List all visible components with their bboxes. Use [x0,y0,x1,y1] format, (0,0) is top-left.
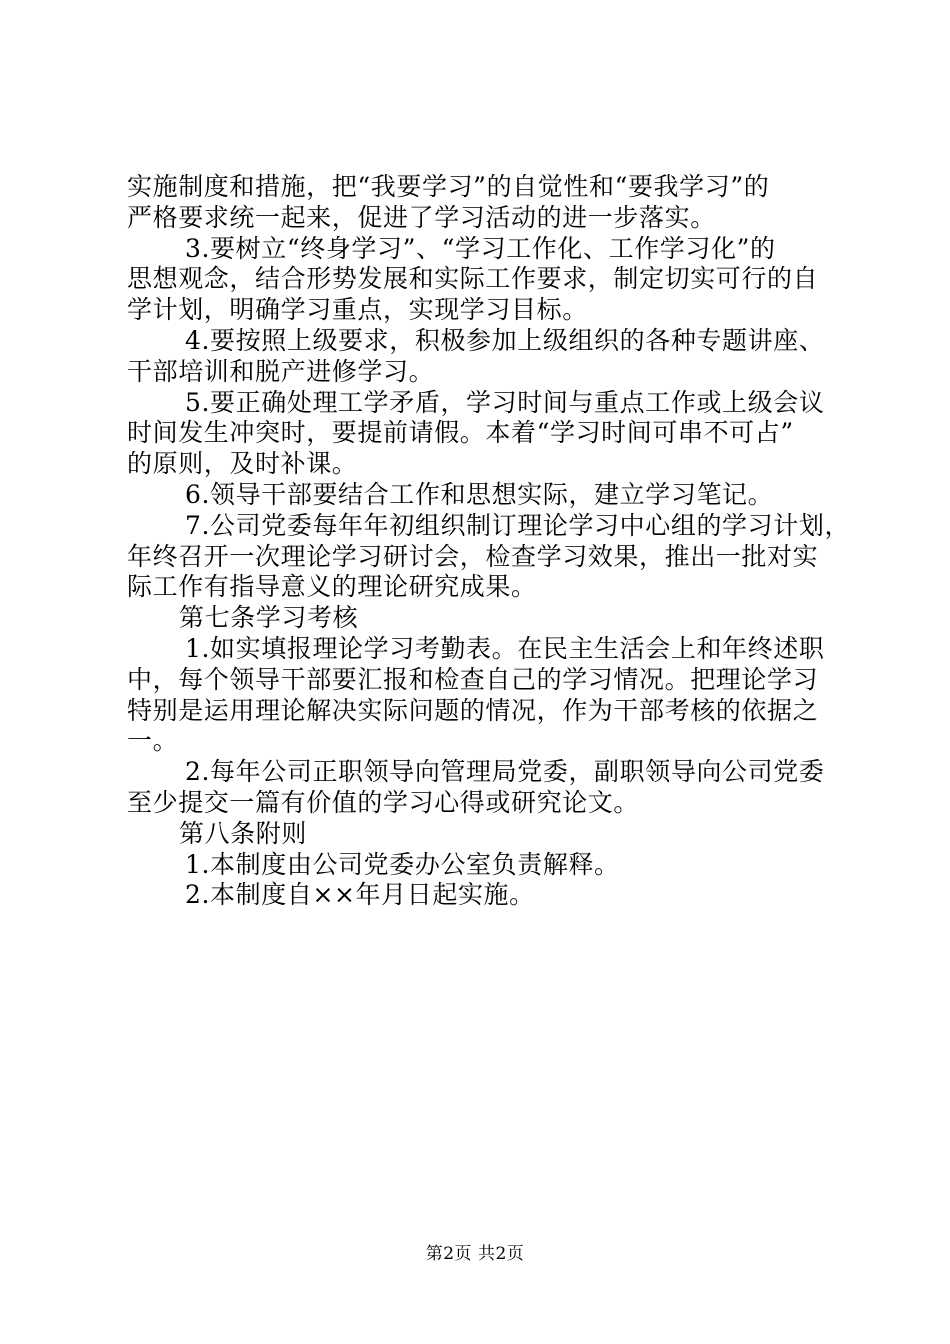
list-item-5: 5.要正确处理工学矛盾，学习时间与重点工作或上级会议 [185,387,825,417]
text-line: 时间发生冲突时，要提前请假。本着“学习时间可串不可占” [127,418,794,448]
list-item-7: 7.公司党委每年年初组织制订理论学习中心组的学习计划， [185,510,851,540]
text-line: 中，每个领导干部要汇报和检查自己的学习情况。把理论学习 [127,664,819,694]
document-body [127,172,851,911]
list-item-6: 6.领导干部要结合工作和思想实际，建立学习笔记。 [185,479,774,509]
section-heading-article-7: 第七条学习考核 [179,603,359,633]
text-line: 实施制度和措施，把“我要学习”的自觉性和“要我学习”的 [127,172,770,201]
list-item-4: 4.要按照上级要求，积极参加上级组织的各种专题讲座、 [185,325,825,355]
text-line: 严格要求统一起来，促进了学习活动的进一步落实。 [127,202,716,232]
text-line: 干部培训和脱产进修学习。 [127,356,435,386]
text-line: 年终召开一次理论学习研讨会，检查学习效果，推出一批对实 [127,541,819,571]
text-line: 一。 [127,726,179,756]
text-line: 特别是运用理论解决实际问题的情况，作为干部考核的依据之 [127,695,819,725]
list-item-1: 1.如实填报理论学习考勤表。在民主生活会上和年终述职 [185,633,825,663]
text-line: 的原则，及时补课。 [127,449,358,479]
page-footer [0,1244,950,1264]
text-line: 至少提交一篇有价值的学习心得或研究论文。 [127,787,640,817]
list-item-2: 2.本制度自××年月日起实施。 [185,880,535,910]
list-item-1: 1.本制度由公司党委办公室负责解释。 [185,849,620,879]
list-item-3: 3.要树立“终身学习”、“学习工作化、工作学习化”的 [185,233,776,263]
section-heading-article-8: 第八条附则 [179,818,308,848]
text-line: 际工作有指导意义的理论研究成果。 [127,572,537,602]
list-item-2: 2.每年公司正职领导向管理局党委，副职领导向公司党委 [185,757,825,787]
text-line: 学计划，明确学习重点，实现学习目标。 [127,295,588,325]
text-line: 思想观念，结合形势发展和实际工作要求，制定切实可行的自 [127,264,819,294]
page-number: 第2页 共2页 [425,1244,525,1264]
